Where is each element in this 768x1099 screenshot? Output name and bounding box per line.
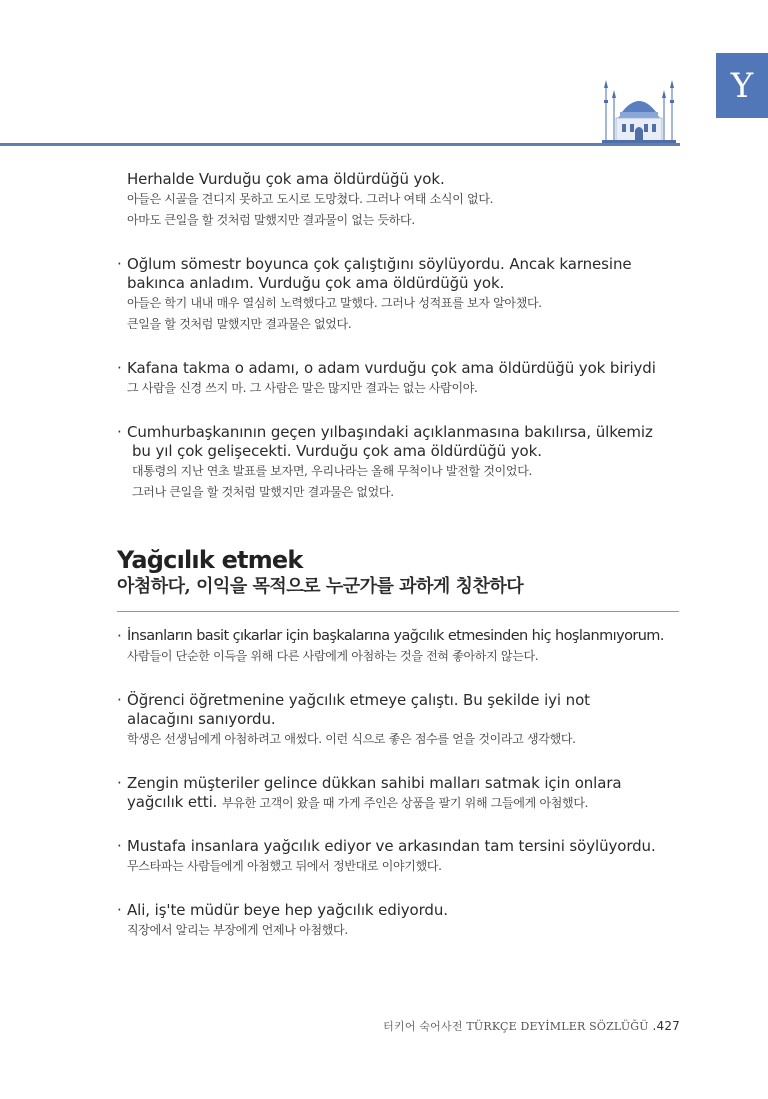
- korean-translation: 사람들이 단순한 이득을 위해 다른 사람에게 아첨하는 것을 전혀 좋아하지 않는다.: [127, 649, 539, 663]
- korean-translation: 큰일을 할 것처럼 말했지만 결과물은 없었다.: [127, 317, 352, 331]
- turkish-sentence: Öğrenci öğretmenine yağcılık etmeye çalıştı. Bu şekilde iyi not: [127, 691, 590, 709]
- example-entry: [117, 255, 683, 335]
- example-entry: [117, 691, 683, 750]
- mosque-icon: [596, 76, 682, 146]
- page-number: .427: [652, 1019, 680, 1033]
- korean-translation: 아들은 학기 내내 매우 열심히 노력했다고 말했다. 그러나 성적표를 보자 알아챘다.: [127, 296, 542, 310]
- bullet: ·: [117, 255, 122, 273]
- example-entry: [117, 901, 683, 941]
- turkish-sentence: bu yıl çok gelişecekti. Vurduğu çok ama öldürdüğü yok.: [132, 442, 542, 460]
- section-letter-tab: [716, 53, 768, 118]
- example-entry: [117, 627, 683, 667]
- section-letter: Y: [730, 65, 754, 106]
- footer-title: 터키어 숙어사전 TÜRKÇE DEYİMLER SÖZLÜĞÜ: [383, 1020, 649, 1033]
- korean-translation: 그 사람을 신경 쓰지 마. 그 사람은 말은 많지만 결과는 없는 사람이야.: [127, 381, 478, 395]
- turkish-sentence: Cumhurbaşkanının geçen yılbaşındaki açıklanmasına bakılırsa, ülkemiz: [127, 423, 653, 441]
- turkish-sentence: Mustafa insanlara yağcılık ediyor ve arkasından tam tersini söylüyordu.: [127, 837, 656, 855]
- section-rule: [117, 611, 679, 612]
- header-rule: [0, 143, 680, 146]
- korean-translation: 무스타파는 사람들에게 아첨했고 뒤에서 정반대로 이야기했다.: [127, 859, 442, 873]
- turkish-sentence: Kafana takma o adamı, o adam vurduğu çok ama öldürdüğü yok biriydi: [127, 359, 656, 377]
- turkish-sentence: bakınca anladım. Vurduğu çok ama öldürdüğü yok.: [127, 274, 505, 292]
- examples-bottom: [117, 627, 683, 965]
- bullet: ·: [117, 627, 122, 645]
- examples-top: [117, 170, 683, 527]
- bullet: ·: [117, 359, 122, 377]
- korean-translation: 그러나 큰일을 할 것처럼 말했지만 결과물은 없었다.: [132, 485, 394, 499]
- idiom-heading: [117, 546, 679, 600]
- korean-translation: 아마도 큰일을 할 것처럼 말했지만 결과물이 없는 듯하다.: [127, 213, 415, 227]
- turkish-sentence: Ali, iş'te müdür beye hep yağcılık ediyordu.: [127, 901, 448, 919]
- example-entry: [117, 837, 683, 877]
- idiom-title: Yağcılık etmek: [117, 546, 303, 574]
- turkish-sentence: Oğlum sömestr boyunca çok çalıştığını söylüyordu. Ancak karnesine: [127, 255, 632, 273]
- turkish-sentence: alacağını sanıyordu.: [127, 710, 276, 728]
- turkish-sentence: Herhalde Vurduğu çok ama öldürdüğü yok.: [127, 170, 445, 188]
- turkish-sentence: İnsanların basit çıkarlar için başkalarına yağcılık etmesinden hiç hoşlanmıyorum.: [127, 628, 664, 644]
- korean-translation: 부유한 고객이 왔을 때 가게 주인은 상품을 팔기 위해 그들에게 아첨했다.: [222, 796, 589, 810]
- bullet: ·: [117, 774, 122, 792]
- turkish-sentence: Zengin müşteriler gelince dükkan sahibi malları satmak için onlara: [127, 774, 622, 792]
- example-entry: [117, 774, 683, 813]
- bullet: ·: [117, 691, 122, 709]
- korean-translation: 대통령의 지난 연초 발표를 보자면, 우리나라는 올해 무척이나 발전할 것이었다.: [132, 464, 533, 478]
- korean-translation: 직장에서 알리는 부장에게 언제나 아첨했다.: [127, 923, 348, 937]
- example-entry: [117, 170, 683, 231]
- idiom-meaning: 아첨하다, 이익을 목적으로 누군가를 과하게 칭찬하다: [117, 576, 524, 597]
- turkish-sentence-line: [127, 793, 683, 813]
- turkish-sentence: yağcılık etti.: [127, 793, 218, 811]
- bullet: ·: [117, 901, 122, 919]
- korean-translation: 아들은 시골을 견디지 못하고 도시로 도망쳤다. 그러나 여태 소식이 없다.: [127, 192, 494, 206]
- example-entry: [117, 359, 683, 399]
- bullet: ·: [117, 837, 122, 855]
- korean-translation: 학생은 선생님에게 아첨하려고 애썼다. 이런 식으로 좋은 점수를 얻을 것이라고 생각했다.: [127, 732, 576, 746]
- example-entry: [117, 423, 683, 503]
- bullet: ·: [117, 423, 122, 441]
- page-footer: [383, 1018, 680, 1034]
